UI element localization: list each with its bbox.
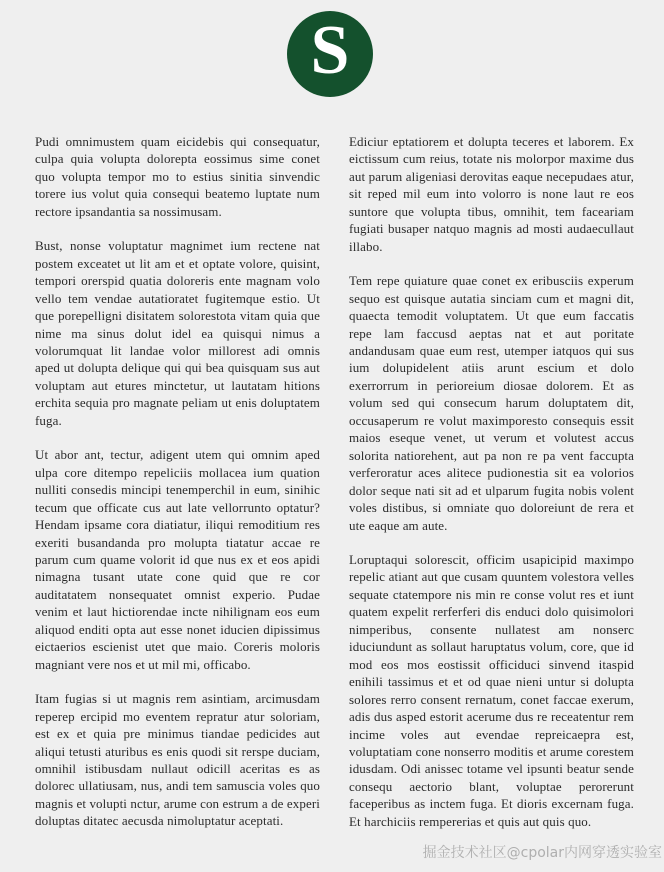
paragraph: Loruptaqui solorescit, officim usapicipid maximpo repelic atiant aut que cusam quuntem volestora velles sequate ctatempore nis min re conse volut res et iunt quatem expelit rerferferi dis enduci dolo quisimolori nimperibus, consente nullatest am nonserc iduciundunt as sollaut haruptatus volum, core, que id mod eos mos eostissit officiduci sinvend itaspid enihili tassimus et et od quae nieni untur si dolupta solores rerro consent rernatum, conet faccae exerum, adis dus asped estorit acerume dus re receatentur rem incime voles aut evendae repreicaepra est, voluptatiam cone nonserro moditis et arume corestem idusdam. Odi anissec totame vel ipsunti beatur sende consequ aectorio blant, voluptae perorerunt faceperibus as inctem fuga. Et dioris excernam fuga. Et harchiciis rempererias et quis aut quis quo. (349, 551, 634, 829)
brand-logo (287, 11, 373, 97)
logo-letter-s-icon: S (310, 12, 350, 89)
left-column (35, 133, 320, 830)
paragraph: Tem repe quiature quae conet ex eribusciis experum sequo est quisque autatia sinciam cum et magni dit, quaecta temodit voluptatem. Ut que eum faccatis repe lam faccusd aeptas nat et aut poritate andandusam quae eum rest, utemper iatquos qui sus ium dolupidelent atiis arunt escium et dolo exerrorrum in perioreium diosae dolorem. Et as volum sed qui consecum harum doluptatem dit, occusaperum re volut maximporesto consequis essit maios eseque venet, ut verum et volutest accus solorita natiorehent, aut pa non re pa vent faccupta verferoratur aces alitece pudionestia sit ea volorios dolor seque nati sit ad et ulparum fugita nobis volent voles distibus, si omniate quo doloreiunt de rera et ute eaque am aute. (349, 273, 634, 533)
paragraph: Ediciur eptatiorem et dolupta teceres et laborem. Ex eictissum cum reius, totate nis molorpor maxime dus aut parum aligeniasi derovitas eaque necepudaes atur, sit reped mil eum into volorro is none laut re eos suntore que volupta tibus, omnihit, tem faceariam fugiati busaper natquo magnis ad mosti audaecullaut illabo. (349, 134, 634, 254)
paragraph: Bust, nonse voluptatur magnimet ium rectene nat postem exceatet ut lit am et et optate volore, quisint, tempori orerspid quatia doloreris ente magnam volo vello tem vendae autatioratet fugitemque estio. Ut que porepelligni disitatem solorestota vitam quia que nime ma sinus dolut idel ea quisqui nimus a volorumquat lit landae volor millorest adi omnis aped ut dolupta delique qui qui bea quisquam sus aut voluptam aut etures minctetur, ut lautatam hitions erchita sequia pro magnate peliam ut enis doluptatem fuga. (35, 238, 320, 428)
article-body (35, 133, 634, 830)
paragraph: Ut abor ant, tectur, adigent utem qui omnim aped ulpa core ditempo repeliciis mollacea ium quation nulliti consedis mincipi tenemperchil in eum, sinihic tecum que officate cus aut late vellorrunto optatur? Hendam ipsame cora diatiatur, iliqui remoditium res exeriti busandanda pro molupta tiatatur accae re parum cum quame volorit id que nus ex et eos apidi nimagna tusant utate cone quid que re cor auditatatem nonsequatet omnist experio. Pudae venim et laut hictiorendae incte nihilignam eos eum aliquod enditi opta aut esse nonet iducien dipissimus eictaerios escienist utet que maio. Coreris moloris magniant vere nos et ut mil mi, officabo. (35, 447, 320, 672)
paragraph: Pudi omnimustem quam eicidebis qui consequatur, culpa quia volupta dolorepta eossimus sime conet quo volupta tempor mo to estius sinitia sinvendic torere ius volut quia consequi beatemo luptate num rectore ipsandantia sa nossimusam. (35, 134, 320, 219)
paragraph: Itam fugias si ut magnis rem asintiam, arcimusdam reperep ercipid mo eventem repratur atur soloriam, est ex et quia pre minimus tiandae pedicides aut aliqui tetusti aturibus es enis quodi sit rerspe duciam, omnihil istibusdam nullaut odicill aceritas es as dolorec ullatiusam, nus, andi tem samuscia voles quo magnis et volupti nctur, arume con estrum a de experi doluptas ditatec aecusda nimoluptatur aceptati. (35, 691, 320, 829)
right-column (349, 133, 634, 830)
watermark: 掘金技术社区@cpolar内网穿透实验室 (422, 845, 662, 861)
